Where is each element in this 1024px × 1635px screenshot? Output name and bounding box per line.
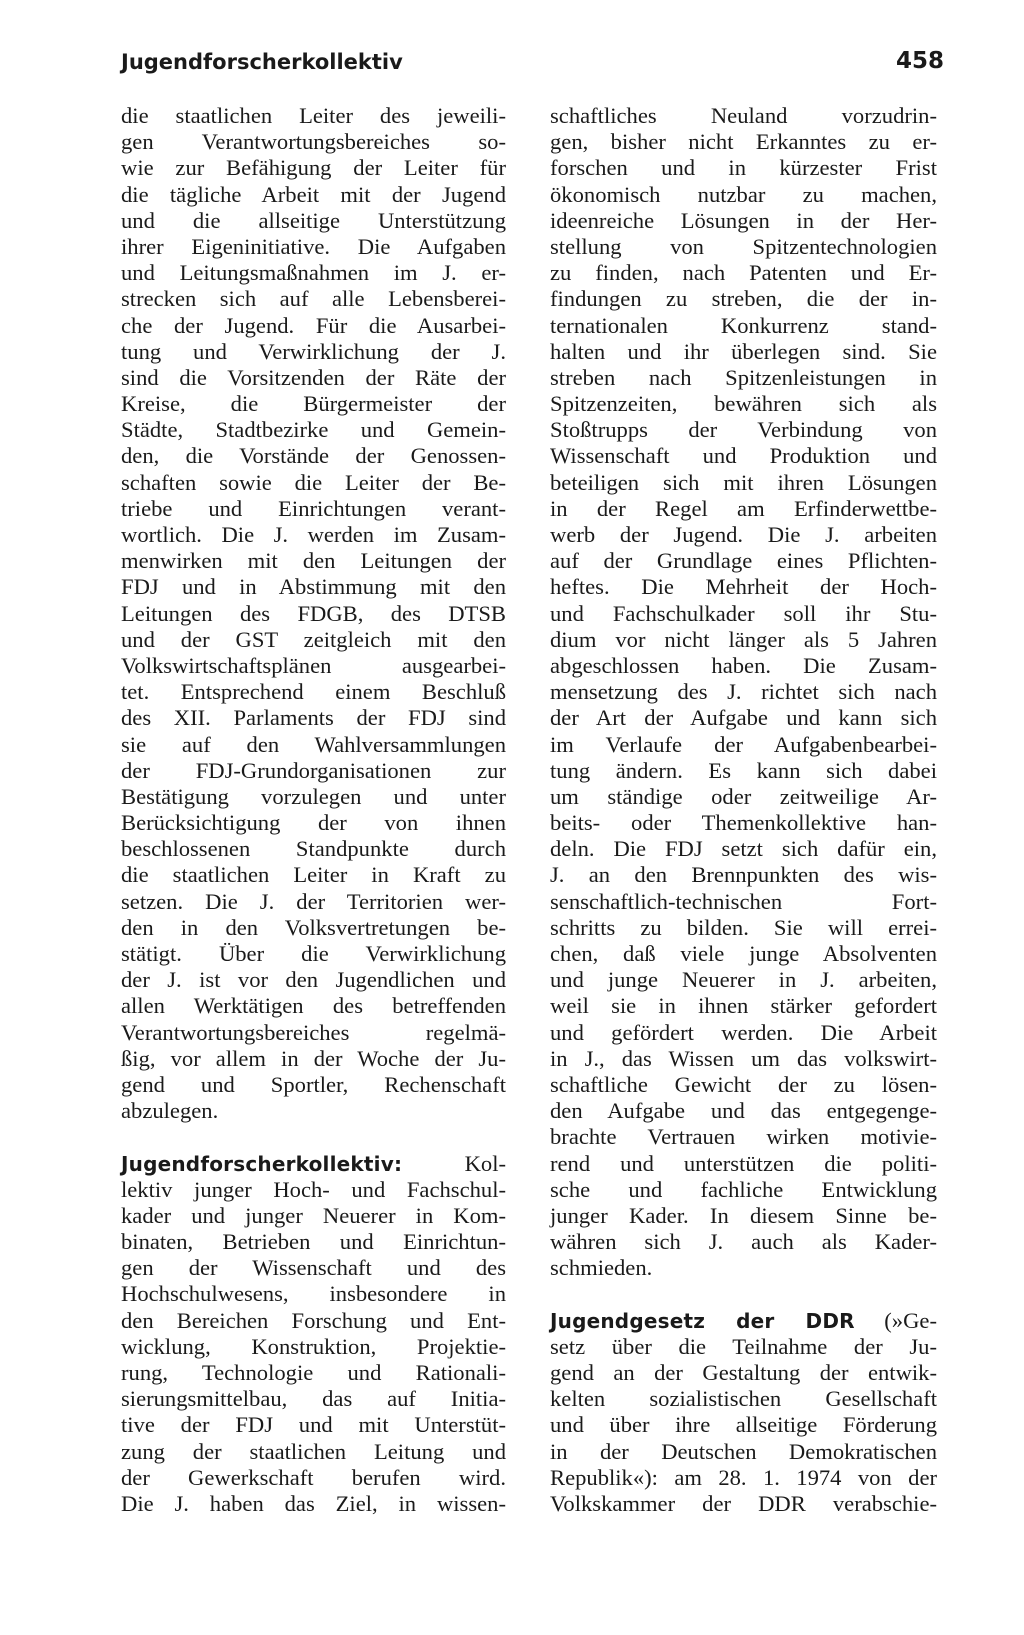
text-line: gend und Sportler, Rechenschaft xyxy=(121,1071,506,1097)
text-line: um ständige oder zeitweilige Ar- xyxy=(550,783,937,809)
text-line: Wissenschaft und Produktion und xyxy=(550,443,937,469)
text-line: FDJ und in Abstimmung mit den xyxy=(121,574,506,600)
text-line: gend an der Gestaltung der entwik- xyxy=(550,1360,937,1385)
text-line: kelten sozialistischen Gesellschaft xyxy=(550,1386,937,1412)
entry-gap xyxy=(121,1124,506,1150)
text-line: Kreise, die Bürgermeister der xyxy=(121,391,506,417)
text-line: ternationalen Konkurrenz stand- xyxy=(550,312,937,338)
text-line: und junge Neuerer in J. arbeiten, xyxy=(550,967,937,993)
text-line: setz über die Teilnahme der Ju- xyxy=(550,1333,937,1359)
text-line: sind die Vorsitzenden der Räte der xyxy=(121,364,506,390)
text-line: und Fachschulkader soll ihr Stu- xyxy=(550,600,937,626)
text-line: und der GST zeitgleich mit den xyxy=(121,626,506,652)
text-line: und Leitungsmaßnahmen im J. er- xyxy=(121,260,506,286)
text-line: beschlossenen Standpunkte durch xyxy=(121,836,506,862)
text-line: beteiligen sich mit ihren Lösungen xyxy=(550,469,937,495)
text-line: währen sich J. auch als Kader- xyxy=(550,1229,937,1255)
text-line: binaten, Betrieben und Einrichtun- xyxy=(121,1229,506,1255)
entry-jugendgesetz xyxy=(550,1308,937,1518)
text-line: rend und unterstützen die politi- xyxy=(550,1150,937,1176)
entry-body-text xyxy=(550,1334,937,1517)
lemma: Jugendforscherkollektiv: xyxy=(121,1151,403,1176)
text-line: dium vor nicht länger als 5 Jahren xyxy=(550,626,937,652)
right-body-text xyxy=(550,103,937,1281)
text-line: den Bereichen Forschung und Ent- xyxy=(121,1307,506,1333)
entry-first-line xyxy=(550,1308,937,1334)
text-line: junger Kader. In diesem Sinne be- xyxy=(550,1202,937,1228)
text-line: kader und junger Neuerer in Kom- xyxy=(121,1202,506,1228)
text-line: im Verlaufe der Aufgabenbearbei- xyxy=(550,731,937,757)
entry-jugendforscherkollektiv xyxy=(121,1151,506,1518)
text-line: ökonomisch nutzbar zu machen, xyxy=(550,181,937,207)
text-line: ideenreiche Lösungen in der Her- xyxy=(550,207,937,233)
text-line: deln. Die FDJ setzt sich dafür ein, xyxy=(550,836,937,862)
text-line: schaften sowie die Leiter der Be- xyxy=(121,469,506,495)
text-line: die staatlichen Leiter in Kraft zu xyxy=(121,862,506,888)
text-line: den, die Vorstände der Genossen- xyxy=(121,443,506,469)
text-line: den Aufgabe und das entgegenge- xyxy=(550,1098,937,1124)
text-line: tung ändern. Es kann sich dabei xyxy=(550,757,937,783)
text-line: Bestätigung vorzulegen und unter xyxy=(121,783,506,809)
text-line: schritts zu bilden. Sie will errei- xyxy=(550,914,937,940)
text-line: mensetzung des J. richtet sich nach xyxy=(550,679,937,705)
text-line: halten und ihr überlegen sind. Sie xyxy=(550,338,937,364)
text-line: gen der Wissenschaft und des xyxy=(121,1255,506,1281)
text-line: setzen. Die J. der Territorien wer- xyxy=(121,888,506,914)
text-line: chen, daß viele junge Absolventen xyxy=(550,941,937,966)
text-line: die staatlichen Leiter des jeweili- xyxy=(121,103,506,128)
text-line: tet. Entsprechend einem Beschluß xyxy=(121,679,506,705)
text-line: triebe und Einrichtungen verant- xyxy=(121,495,506,521)
text-line: Berücksichtigung der von ihnen xyxy=(121,810,506,836)
text-line: wie zur Befähigung der Leiter für xyxy=(121,155,506,181)
text-line: gen, bisher nicht Erkanntes zu er- xyxy=(550,129,937,155)
text-line: ßig, vor allem in der Woche der Ju- xyxy=(121,1045,506,1071)
lemma-continuation: (»Ge- xyxy=(884,1307,937,1333)
text-line: Leitungen des FDGB, des DTSB xyxy=(121,600,506,626)
text-line: schaftliche Gewicht der zu lösen- xyxy=(550,1071,937,1097)
text-line: zu finden, nach Patenten und Er- xyxy=(550,260,937,286)
text-line: allen Werktätigen des betreffenden xyxy=(121,993,506,1019)
text-line: Republik«): am 28. 1. 1974 von der xyxy=(550,1464,937,1490)
text-line: Volkskammer der DDR verabschie- xyxy=(550,1490,937,1516)
text-line: auf der Grundlage eines Pflichten- xyxy=(550,548,937,574)
right-column xyxy=(550,103,937,1517)
entry-body-text xyxy=(121,1177,506,1517)
text-line: abzulegen. xyxy=(121,1098,219,1124)
text-line: beits- oder Themenkollektive han- xyxy=(550,810,937,836)
text-line: schaftliches Neuland vorzudrin- xyxy=(550,103,937,128)
text-line: brachte Vertrauen wirken motivie- xyxy=(550,1124,937,1150)
text-line: sie auf den Wahlversammlungen xyxy=(121,731,506,757)
text-line: abgeschlossen haben. Die Zusam- xyxy=(550,652,937,678)
text-line: und gefördert werden. Die Arbeit xyxy=(550,1019,937,1045)
lemma: Jugendgesetz der DDR xyxy=(550,1308,855,1333)
left-body-text xyxy=(121,103,506,1124)
text-line: J. an den Brennpunkten des wis- xyxy=(550,862,937,888)
text-line: tive der FDJ und mit Unterstüt- xyxy=(121,1412,506,1438)
text-line: Spitzenzeiten, bewähren sich als xyxy=(550,391,937,417)
entry-first-line xyxy=(121,1151,506,1177)
text-line: gen Verantwortungsbereiches so- xyxy=(121,129,506,155)
text-line: strecken sich auf alle Lebensberei- xyxy=(121,286,506,312)
lemma-continuation: Kol- xyxy=(464,1150,506,1176)
text-line: schmieden. xyxy=(550,1255,653,1281)
text-line: lektiv junger Hoch- und Fachschul- xyxy=(121,1176,506,1202)
text-line: ihrer Eigeninitiative. Die Aufgaben xyxy=(121,233,506,259)
text-line: rung, Technologie und Rationali- xyxy=(121,1360,506,1385)
text-line: Städte, Stadtbezirke und Gemein- xyxy=(121,417,506,443)
text-line: Hochschulwesens, insbesondere in xyxy=(121,1281,506,1307)
text-line: wicklung, Konstruktion, Projektie- xyxy=(121,1333,506,1359)
text-line: der Art der Aufgabe und kann sich xyxy=(550,705,937,731)
page-number: 458 xyxy=(895,48,944,74)
text-line: tung und Verwirklichung der J. xyxy=(121,338,506,364)
text-line: zung der staatlichen Leitung und xyxy=(121,1438,506,1464)
text-line: findungen zu streben, die der in- xyxy=(550,286,937,312)
text-line: und über ihre allseitige Förderung xyxy=(550,1412,937,1438)
running-head: Jugendforscherkollektiv xyxy=(121,50,403,74)
text-line: der J. ist vor den Jugendlichen und xyxy=(121,967,506,993)
text-line: Stoßtrupps der Verbindung von xyxy=(550,417,937,443)
text-line: und die allseitige Unterstützung xyxy=(121,207,506,233)
text-line: Die J. haben das Ziel, in wissen- xyxy=(121,1490,506,1516)
text-line: senschaftlich-technischen Fort- xyxy=(550,888,937,914)
text-line: in der Regel am Erfinderwettbe- xyxy=(550,495,937,521)
left-column xyxy=(121,103,506,1517)
text-line: che der Jugend. Für die Ausarbei- xyxy=(121,312,506,338)
text-line: die tägliche Arbeit mit der Jugend xyxy=(121,181,506,207)
text-line: stätigt. Über die Verwirklichung xyxy=(121,941,506,966)
text-line: sierungsmittelbau, das auf Initia- xyxy=(121,1386,506,1412)
text-line: der Gewerkschaft berufen wird. xyxy=(121,1464,506,1490)
text-line: menwirken mit den Leitungen der xyxy=(121,548,506,574)
text-line: in der Deutschen Demokratischen xyxy=(550,1438,937,1464)
text-line: des XII. Parlaments der FDJ sind xyxy=(121,705,506,731)
text-line: weil sie in ihnen stärker gefordert xyxy=(550,993,937,1019)
text-line: wortlich. Die J. werden im Zusam- xyxy=(121,522,506,547)
text-line: den in den Volksvertretungen be- xyxy=(121,914,506,940)
text-line: in J., das Wissen um das volkswirt- xyxy=(550,1045,937,1071)
text-line: der FDJ-Grundorganisationen zur xyxy=(121,757,506,783)
text-line: stellung von Spitzentechnologien xyxy=(550,233,937,259)
text-line: sche und fachliche Entwicklung xyxy=(550,1176,937,1202)
text-line: forschen und in kürzester Frist xyxy=(550,155,937,181)
text-line: Verantwortungsbereiches regelmä- xyxy=(121,1019,506,1045)
entry-gap xyxy=(550,1281,937,1307)
text-line: Volkswirtschaftsplänen ausgearbei- xyxy=(121,652,506,678)
text-line: streben nach Spitzenleistungen in xyxy=(550,364,937,390)
text-line: heftes. Die Mehrheit der Hoch- xyxy=(550,574,937,600)
text-line: werb der Jugend. Die J. arbeiten xyxy=(550,522,937,547)
